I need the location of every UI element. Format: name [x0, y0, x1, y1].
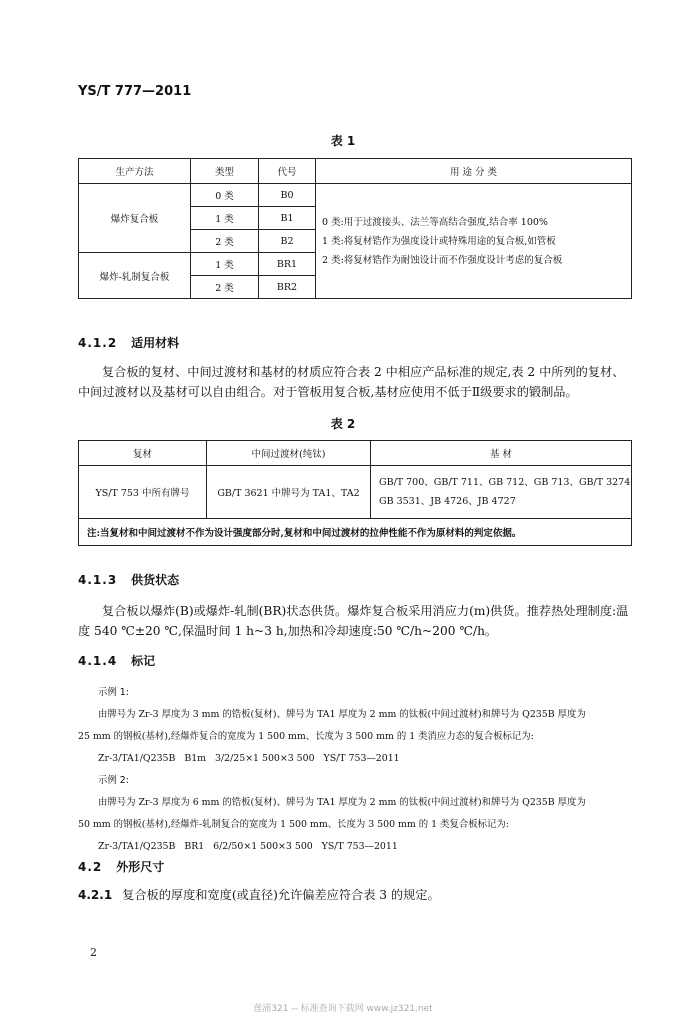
paragraph-materials: 复合板的复材、中间过渡材和基材的材质应符合表 2 中相应产品标准的规定,表 2 中所列的复材、中间过渡材以及基材可以自由组合。对于管板用复合板,基材应使用不低于Ⅱ级要求的锻制品。: [78, 365, 625, 399]
base-material-cell: [371, 466, 632, 519]
table1-header-cell: 类型: [191, 159, 259, 184]
table2-header-cell: 中间过渡材(纯钛): [207, 441, 371, 466]
table1-header-cell: 用 途 分 类: [316, 159, 632, 184]
section-number: 4.2.1: [78, 888, 113, 902]
table1-header-cell: 生产方法: [79, 159, 191, 184]
table2-header-cell: 基 材: [371, 441, 632, 466]
clause-text: 复合板的厚度和宽度(或直径)允许偏差应符合表 3 的规定。: [122, 888, 440, 902]
example2-mark: Zr-3/TA1/Q235B BR1 6/2/50×1 500×3 500 YS/T 753—2011: [98, 841, 398, 852]
table2-header-cell: 复材: [79, 441, 207, 466]
page-number: 2: [90, 946, 97, 959]
section-title: 供货状态: [131, 573, 180, 587]
type-cell: 2 类: [191, 276, 259, 299]
table-row: [79, 184, 632, 207]
example1-text-line: 由牌号为 Zr-3 厚度为 3 mm 的锆板(复材)、牌号为 TA1 厚度为 2 mm 的钛板(中间过渡材)和牌号为 Q235B 厚度为: [98, 709, 586, 720]
type-cell: 2 类: [191, 230, 259, 253]
code-cell: B1: [259, 207, 316, 230]
code-cell: BR2: [259, 276, 316, 299]
table-row: [79, 466, 632, 519]
section-title: 标记: [131, 654, 156, 668]
section-heading-4-1-4: [78, 652, 155, 669]
code-cell: B2: [259, 230, 316, 253]
footer-watermark: 莲浦321 -- 标准查询下载网 www.jz321.net: [253, 1004, 433, 1014]
method-explosive-rolled: 爆炸-轧制复合板: [79, 253, 191, 299]
section-number: 4.1.4: [78, 654, 118, 668]
base-line: GB 3531、JB 4726、JB 4727: [379, 496, 516, 507]
table1-header-row: [79, 159, 632, 184]
section-heading-4-1-3: [78, 571, 179, 588]
table2: [78, 440, 632, 546]
type-cell: 0 类: [191, 184, 259, 207]
table1-caption: 表 1: [330, 134, 356, 148]
code-cell: B0: [259, 184, 316, 207]
example2-label: 示例 2:: [98, 775, 129, 786]
section-title: 外形尺寸: [116, 860, 165, 874]
table2-header-row: [79, 441, 632, 466]
section-number: 4.1.2: [78, 336, 118, 350]
base-line: GB/T 700、GB/T 711、GB 712、GB 713、GB/T 3274: [379, 477, 631, 488]
purpose-cell: [316, 184, 632, 299]
section-number: 4.2: [78, 860, 103, 874]
section-title: 适用材料: [131, 336, 180, 350]
standard-code-header: YS/T 777—2011: [78, 84, 192, 99]
table2-note: 注:当复材和中间过渡材不作为设计强度部分时,复材和中间过渡材的拉伸性能不作为原材料的判定依据。: [79, 519, 632, 546]
example1-mark: Zr-3/TA1/Q235B B1m 3/2/25×1 500×3 500 YS/T 753—2011: [98, 753, 400, 764]
type-cell: 1 类: [191, 253, 259, 276]
example1-label: 示例 1:: [98, 687, 129, 698]
cladding-cell: YS/T 753 中所有牌号: [79, 466, 207, 519]
purpose-line: 1 类:将复材锆作为强度设计或特殊用途的复合板,如管板: [322, 235, 556, 247]
section-heading-4-2: [78, 858, 164, 875]
example2-text-line: 50 mm 的钢板(基材),经爆炸-轧制复合的宽度为 1 500 mm、长度为 3 500 mm 的 1 类复合板标记为:: [78, 819, 509, 830]
table-row: [79, 519, 632, 546]
table1: [78, 158, 632, 299]
paragraph-delivery: 复合板以爆炸(B)或爆炸-轧制(BR)状态供货。爆炸复合板采用消应力(m)供货。推荐热处理制度:温度 540 ℃±20 ℃,保温时间 1 h~3 h,加热和冷却速度:50 ℃/h~200 ℃/h。: [78, 604, 629, 638]
example2-text-line: 由牌号为 Zr-3 厚度为 6 mm 的锆板(复材)、牌号为 TA1 厚度为 2 mm 的钛板(中间过渡材)和牌号为 Q235B 厚度为: [98, 797, 586, 808]
type-cell: 1 类: [191, 207, 259, 230]
purpose-line: 0 类:用于过渡接头、法兰等高结合强度,结合率 100%: [322, 216, 548, 228]
clause-4-2-1: [78, 886, 440, 903]
interlayer-cell: GB/T 3621 中牌号为 TA1、TA2: [207, 466, 371, 519]
table1-header-cell: 代号: [259, 159, 316, 184]
table2-caption: 表 2: [330, 417, 356, 431]
purpose-line: 2 类:将复材锆作为耐蚀设计而不作强度设计考虑的复合板: [322, 254, 563, 266]
section-heading-4-1-2: [78, 334, 179, 351]
code-cell: BR1: [259, 253, 316, 276]
section-number: 4.1.3: [78, 573, 118, 587]
method-explosive: 爆炸复合板: [79, 184, 191, 253]
example1-text-line: 25 mm 的钢板(基材),经爆炸复合的宽度为 1 500 mm、长度为 3 500 mm 的 1 类消应力态的复合板标记为:: [78, 731, 534, 742]
